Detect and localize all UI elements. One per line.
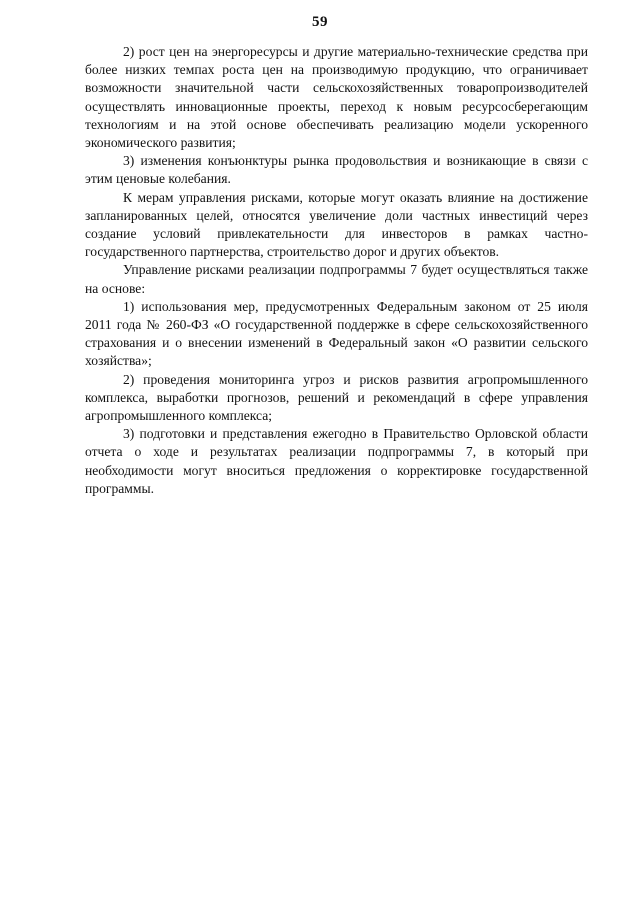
- paragraph-risk-management-basis: Управление рисками реализации подпрограммы 7 будет осуществляться также на основе:: [85, 262, 588, 296]
- page-number: 59: [312, 14, 328, 30]
- paragraph-energy-prices: 2) рост цен на энергоресурсы и другие материально-технические средства при более низких темпах роста цен на производимую продукцию, что ограничивает возможности значительной части сельскохозяйственных товаропроизводителей осуществлять инновационные проекты, переход к новым ресурсосберегающим технологиям и на этой основе обеспечивать реализацию модели ускоренного экономического развития;: [85, 44, 588, 151]
- paragraph-federal-law: 1) использования мер, предусмотренных Федеральным законом от 25 июля 2011 года № 260-ФЗ «О государственной поддержке в сфере сельскохозяйственного страхования и о внесении изменений в Федеральный закон «О развитии сельского хозяйства»;: [85, 298, 588, 369]
- paragraph-annual-report: 3) подготовки и представления ежегодно в Правительство Орловской области отчета о ходе и результатах реализации подпрограммы 7, в который при необходимости могут вноситься предложения о корректировке государственной программы.: [85, 426, 588, 496]
- paragraph-market-conditions: 3) изменения конъюнктуры рынка продовольствия и возникающие в связи с этим ценовые колебания.: [85, 153, 588, 187]
- paragraph-monitoring: 2) проведения мониторинга угроз и рисков развития агропромышленного комплекса, выработки прогнозов, решений и рекомендаций в сфере управления агропромышленного комплекса;: [85, 371, 588, 424]
- body-text: [85, 43, 588, 498]
- paragraph-risk-measures: К мерам управления рисками, которые могут оказать влияние на достижение запланированных целей, относятся увеличение доли частных инвестиций через создание условий привлекательности для инвесторов в рамках частно-государственного партнерства, строительство дорог и других объектов.: [85, 189, 588, 260]
